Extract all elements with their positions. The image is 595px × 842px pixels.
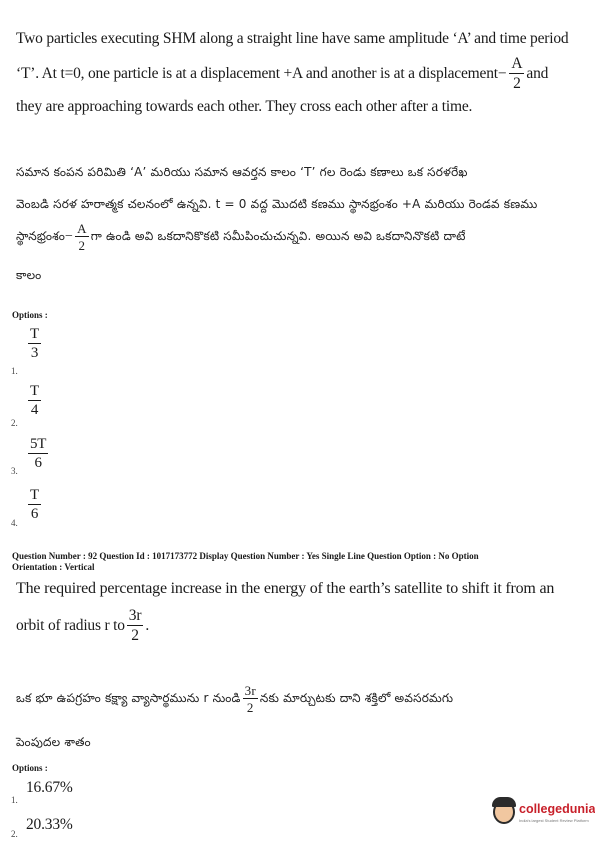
q1-line-2-text-b: and	[526, 64, 549, 82]
q1-telugu-line-3-b: గా ఉండి అవి ఒకదానికొకటి సమీపించుచున్నవి. అయిన అవి ఒకదానినొకటి దాటే	[90, 228, 466, 243]
q2-line-1: The required percentage increase in the energy of the earth’s satellite to shift it from an	[16, 580, 555, 597]
q1-option-4-number: 4.	[11, 518, 18, 528]
q1-line-3: they are approaching towards each other. They cross each other after a time.	[16, 98, 473, 115]
q1-telugu-line-4: కాలం	[16, 268, 42, 282]
q1-telugu-line-2: వెంబడి సరళ హరాత్మక చలనంలో ఉన్నవి. t = 0 వద్ద మొదటి కణము స్థానభ్రంశం +A మరియు రెండవ కణము	[16, 197, 538, 211]
logo-tagline: India's largest Student Review Platform	[519, 818, 589, 823]
q2-meta-line-2: Orientation : Vertical	[12, 562, 95, 572]
q2-telugu-line-1-b: నకు మార్చుటకు దాని శక్తిలో అవసరమగు	[259, 690, 454, 705]
q1-option-1[interactable]: $\frac{T}{3}$	[30, 326, 39, 361]
q1-option-2[interactable]: $\frac{T}{4}$	[30, 383, 39, 418]
q2-line-2	[16, 608, 149, 643]
q2-meta-line-1: Question Number : 92 Question Id : 1017173772 Display Question Number : Yes Single Line Question Option : No Option	[12, 551, 479, 561]
q1-option-4[interactable]: $\frac{T}{6}$	[30, 487, 39, 522]
q2-telugu-line-1	[16, 684, 453, 714]
q1-option-3-number: 3.	[11, 466, 18, 476]
q2-option-1[interactable]: 16.67%	[26, 779, 73, 796]
q2-telugu-fraction: $\frac{3r}{2}$	[244, 683, 256, 715]
q1-option-1-number: 1.	[11, 366, 18, 376]
mascot-hair	[492, 797, 516, 807]
collegedunia-logo	[493, 797, 595, 831]
q1-line-1: Two particles executing SHM along a straight line have same amplitude ‘A’ and time period	[16, 30, 569, 47]
q2-telugu-line-1-a: ఒక భూ ఉపగ్రహం కక్ష్యా వ్యాసార్థమును r నుండి	[16, 690, 241, 705]
q1-line-2-text-a: ‘T’. At t=0, one particle is at a displacement +A and another is at a displacement	[16, 64, 498, 82]
q2-line-2-text-b: .	[145, 616, 149, 634]
q2-fraction-3r-over-2: $\frac{3r}{2}$	[128, 607, 142, 644]
q1-telugu-line-3: స్థానభ్రంశం − $\frac{A}{2}$ గా ఉండి అవి ఒకదానికొకటి సమీపించుచున్నవి. అయిన అవి ఒకదానినొకటి దాటే	[16, 221, 466, 253]
q1-options-label: Options :	[12, 310, 48, 320]
q2-option-2-number: 2.	[11, 829, 18, 839]
q1-fraction-a-over-2: $\frac{A}{2}$	[511, 55, 523, 92]
logo-name: collegedunia	[519, 802, 595, 816]
q1-telugu-line-1: సమాన కంపన పరిమితి ‘A’ మరియు సమాన ఆవర్తన కాలం ‘T’ గల రెండు కణాలు ఒక సరళరేఖ	[16, 165, 468, 179]
q2-options-label: Options :	[12, 763, 48, 773]
q1-line-2: ‘T’. At t=0, one particle is at a displacement +A and another is at a displacement − $\frac{A}{2}$ and	[16, 55, 549, 92]
q2-option-2[interactable]: 20.33%	[26, 816, 73, 833]
q1-option-2-number: 2.	[11, 418, 18, 428]
q1-telugu-line-3-a: స్థానభ్రంశం	[16, 228, 65, 243]
q2-option-1-number: 1.	[11, 795, 18, 805]
q2-line-2-text-a: orbit of radius r to	[16, 616, 125, 634]
q1-telugu-fraction: $\frac{A}{2}$	[77, 221, 87, 253]
q1-option-3[interactable]: $\frac{5T}{6}$	[30, 436, 47, 471]
q2-telugu-line-2: పెంపుదల శాతం	[16, 735, 91, 749]
